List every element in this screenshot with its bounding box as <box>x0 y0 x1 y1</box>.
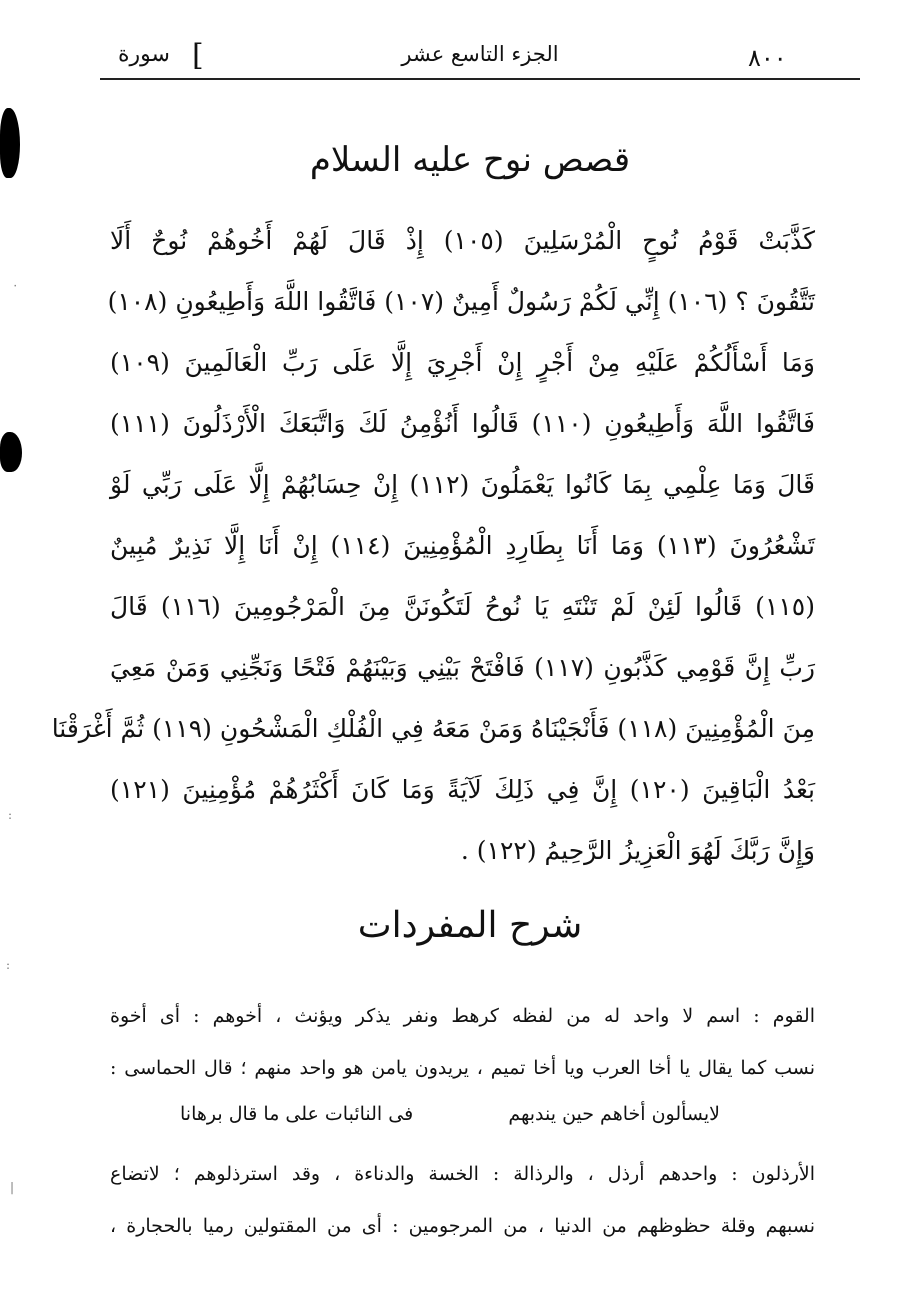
note-line: نسبهم وقلة حظوظهم من الدنيا ، من المرجومين : أى من المقتولين رميا بالحجارة ، <box>110 1215 815 1237</box>
scan-edge-mark <box>0 108 20 178</box>
verse-line: قَالَ وَمَا عِلْمِي بِمَا كَانُوا يَعْمَلُونَ (١١٢) إِنْ حِسَابُهُمْ إِلَّا عَلَى رَبِّي لَوْ <box>110 470 815 499</box>
margin-speck: : <box>6 958 11 972</box>
verse-line: وَإِنَّ رَبَّكَ لَهُوَ الْعَزِيزُ الرَّحِيمُ (١٢٢) . <box>460 836 815 865</box>
story-title: قصص نوح عليه السلام <box>309 140 631 180</box>
verse-line: كَذَّبَتْ قَوْمُ نُوحٍ الْمُرْسَلِينَ (١٠٥) إِذْ قَالَ لَهُمْ أَخُوهُمْ نُوحٌ أَلَا <box>110 226 815 255</box>
verses-block <box>51 210 816 881</box>
note-line: الأرذلون : واحدهم أرذل ، والرذالة : الخسة والدناءة ، وقد استرذلوهم ؛ لاتضاع <box>110 1163 815 1185</box>
poem-verse <box>180 1094 720 1134</box>
vocabulary-title: شرح المفردات <box>357 905 583 946</box>
scan-edge-mark <box>0 432 22 472</box>
verse-line: وَمَا أَسْأَلُكُمْ عَلَيْهِ مِنْ أَجْرٍ إِنْ أَجْرِيَ إِلَّا عَلَى رَبِّ الْعَالَمِينَ (١٠٩) <box>110 348 815 377</box>
notes-block <box>110 1148 815 1252</box>
notes-block <box>110 990 815 1094</box>
verse-line: رَبِّ إِنَّ قَوْمِي كَذَّبُونِ (١١٧) فَافْتَحْ بَيْنِي وَبَيْنَهُمْ فَتْحًا وَنَجِّنِي وَمَنْ مَعِيَ <box>110 653 815 682</box>
header-bracket: [ <box>192 38 204 73</box>
poem-hemistich: فى النائبات على ما قال برهانا <box>180 1103 414 1125</box>
page-header <box>100 38 860 80</box>
poem-hemistich: لايسألون أخاهم حين يندبهم <box>508 1103 720 1125</box>
verse-line: تَشْعُرُونَ (١١٣) وَمَا أَنَا بِطَارِدِ الْمُؤْمِنِينَ (١١٤) إِنْ أَنَا إِلَّا نَذِيرٌ مُبِينٌ <box>110 531 816 560</box>
verse-line: بَعْدُ الْبَاقِينَ (١٢٠) إِنَّ فِي ذَلِكَ لَآيَةً وَمَا كَانَ أَكْثَرُهُمْ مُؤْمِنِينَ (١٢١) <box>110 775 816 804</box>
verse-line: (١١٥) قَالُوا لَئِنْ لَمْ تَنْتَهِ يَا نُوحُ لَتَكُونَنَّ مِنَ الْمَرْجُومِينَ (١١٦) قَالَ <box>110 592 815 621</box>
note-line: نسب كما يقال يا أخا العرب ويا أخا تميم ، يريدون يامن هو واحد منهم ؛ قال الحماسى : <box>110 1057 815 1079</box>
margin-speck: | <box>10 1180 15 1194</box>
verse-line: تَتَّقُونَ ؟ (١٠٦) إِنِّي لَكُمْ رَسُولٌ أَمِينٌ (١٠٧) فَاتَّقُوا اللَّهَ وَأَطِيعُونِ (١٠٨) <box>107 287 815 316</box>
part-title: الجزء التاسع عشر <box>401 42 559 66</box>
surah-label: سورة <box>118 42 170 67</box>
note-line: القوم : اسم لا واحد له من لفظه كرهط ونفر يذكر ويؤنث ، أخوهم : أى أخوة <box>110 1005 815 1027</box>
margin-speck: ٠ <box>12 278 19 292</box>
page-number: ٨٠٠ <box>748 44 787 72</box>
verse-line: فَاتَّقُوا اللَّهَ وَأَطِيعُونِ (١١٠) قَالُوا أَنُؤْمِنُ لَكَ وَاتَّبَعَكَ الْأَرْذَلُونَ (١١١) <box>110 409 815 438</box>
verse-line: مِنَ الْمُؤْمِنِينَ (١١٨) فَأَنْجَيْنَاهُ وَمَنْ مَعَهُ فِي الْفُلْكِ الْمَشْحُونِ (١١٩) ثُمَّ أَغْرَقْنَا <box>51 714 815 743</box>
margin-speck: : <box>8 808 13 822</box>
